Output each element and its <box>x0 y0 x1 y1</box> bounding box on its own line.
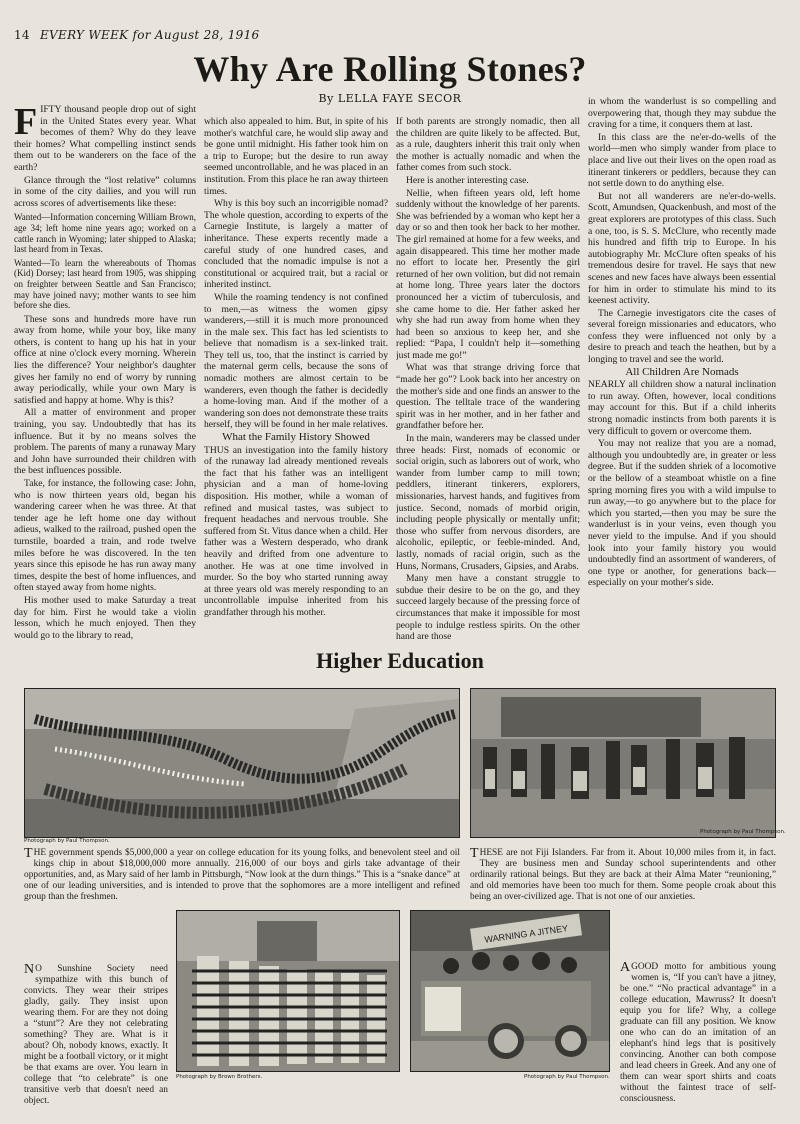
magazine-issue: EVERY WEEK for August 28, 1916 <box>40 28 260 42</box>
section-title: Higher Education <box>316 648 484 673</box>
article-column-3 <box>396 116 580 680</box>
paragraph: All a matter of environment and proper training, you say. Undoubtedly that has its influence. But it by no means solves the problem. The parents of many a runaway Mary and John have surrounded their children with the best influences possible. <box>14 407 196 477</box>
photo-reunion <box>470 688 776 838</box>
article-byline: By LELLA FAYE SECOR <box>318 92 462 105</box>
paragraph: These sons and hundreds more have run away from home, while your boy, like many others, is content to hang up his hat in your office at nine o'clock every morning. Wherein lies the difference? Your neighbor's daughter gives her family no end of worry by running away periodically, while your own Mary is satisfied and happy at home. Why is this? <box>14 313 196 406</box>
paragraph: The Carnegie investigators cite the cases of several foreign missionaries and educators, who confess they were influenced not only by a desire to preach and teach the heathen, but by a longing to travel and see the world. <box>588 307 776 366</box>
paragraph: Take, for instance, the following case: John, who is now thirteen years old, began his wandering career when he was three. At that tender age he left home one day without adieus, walked to the railroad, pushed open the turnstile, boarded a train, and rode twelve miles before he was discovered. In the ten years since this episode he has run away many times, despite the best of home influences, and often stayed away from home nights. <box>14 478 196 594</box>
caption-convict-stunt: N O Sunshine Society need sympathize with this bunch of convicts. They wear their stripes gladly, gaily. They insist upon wearing them. For are they not doing a “stunt”? Are they not celebrating something? They are. What is it about? Oh, nobody knows, exactly. It might be a football victory, or it might be that exams are over. You learn in college that “to celebrate” is one transitive verb that doesn't need an object. <box>24 962 168 1106</box>
convict-stunt-image <box>177 911 399 1071</box>
paragraph: In the main, wanderers may be classed under three heads: First, nomads of economic or social origin, such as laborers out of work, who wander from lumber camp to mill town; peddlers, itinerant tinkerers, explorers, missionaries, harvest hands, and fugitives from justice. Second, nomads of morbid origin, including people physically or mentally unfit; those who suffer from nervous disorders, are alcoholic, epileptic, or feeble-minded. And, lastly, nomads of racial origin, such as the Huns, Normans, Crusaders, Gipsies, and Arabs. <box>396 433 580 572</box>
caption-snake-dance: T HE government spends $5,000,000 a year on college education for its young folks, and benevolent steel and oil kings chip in about $18,000,000 more annually. 216,000 of our boys and girls take advantage of their opportunities, and, as Mary said of her lamb in Pittsburgh, “Now look at the durn things.” This is a “snake dance” at one of our leading universities, and is intended to prove that the sophomores are a more intelligent and refined group than the freshmen. <box>24 846 460 902</box>
photo-snake-dance <box>24 688 460 838</box>
paragraph: Many men have a constant struggle to subdue their desire to be on the go, and they succeed largely because of the pressing force of circumstances that make it impossible for most people to indulge restless spirits. On the other hand are those <box>396 573 580 643</box>
paragraph: What was that strange driving force that “made her go”? Look back into her ancestry on the mother's side and one finds an answer to the question. The telltale trace of the wandering spirit was in her mother, and in her father and grandfather before her. <box>396 362 580 432</box>
photo-credit: Photograph by Paul Thompson. <box>524 1074 610 1080</box>
photo-credit: Photograph by Paul Thompson. <box>700 829 786 835</box>
paragraph: But not all wanderers are ne'er-do-wells. Scott, Amundsen, Quackenbush, and most of the great explorers are prototypes of this class. Such a one, too, is S. S. McClure, who recently made his hundred and fifth trip to Europe. In his autobiography Mr. McClure often speaks of his tremendous desire for travel. He says that new scenes and new faces have always been essential for him in order to stimulate his mind to its keenest activity. <box>588 190 776 307</box>
paragraph: While the roaming tendency is not confined to men,—as witness the women gipsy wanderers,—still it is much more pronounced in the male sex. This fact has led scientists to believe that nomadism is a sex-linked trait. They tell us, too, that the instinct is carried by the maternal germ cells, because the sons of nomadic mothers are almost certain to be wanderers, even though the father is decidedly a home-loving man. And if the mother of a wandering son does not demonstrate these traits herself, they will be found in her male relatives. <box>204 291 388 431</box>
drop-cap: F <box>14 104 38 143</box>
photo-jitney <box>410 910 610 1072</box>
paragraph: Here is another interesting case. <box>406 174 529 186</box>
jitney-sign: WARNING A JITNEY <box>483 923 569 945</box>
paragraph: Why is this boy such an incorrigible nomad? The whole question, according to experts of the Carnegie Institute, is largely a matter of inheritance. These experts recently made a careful study of one hundred cases, and concluded that the nomadic impulse is not a constitutional or acquired trait, but a racial or inherited instinct. <box>204 198 388 291</box>
classified-ad: Wanted—Information concerning William Brown, age 34; left home nine years ago; worked on a cattle ranch in Wyoming; later shipped to Alaska; last heard from in Texas. <box>14 212 196 255</box>
paragraph: Nellie, when fifteen years old, left home suddenly without the knowledge of her parents. She was befriended by a woman who kept her a day or so and then took her back to her mother. The girl remained at home for a few weeks, and again disappeared. This time her mother made no effort to locate her. Presently the girl returned of her own volition, but did not remain at home long. Three years later the doctors pronounced her a victim of tuberculosis, and she came home to die. Her father asked her why she had run away from home when they had been so anxious to keep her, and she replied: “Papa, I couldn't help it—something just made me go!” <box>396 187 580 361</box>
paragraph: NEARLY all children show a natural inclination to run away. Often, however, local conditions may account for this. But if a child inherits strong nomadic instincts from both parents it is very difficult to govern or overcome them. <box>588 379 776 437</box>
article-column-4 <box>588 96 776 680</box>
reunion-image <box>471 689 775 837</box>
paragraph: which also appealed to him. But, in spite of his mother's watchful care, he would slip away and be gone until midnight. His father took him on a trip to Europe; but the desire to run away seemed uncontrollable, and he was placed in an institution. From this place he ran away thirteen times. <box>204 116 388 197</box>
caption-jitney: A GOOD motto for ambitious young women is, “If you can't have a jitney, be one.” “No practical advantage” in a college education, Mawruss? It doesn't equip you for life? Why, a college graduate can fill any position. We know one who can do an imitation of an elephant's hind legs that is positively convincing. Another can both compose and lead cheers in Greek. And any one of them can wear sport shirts and coats without the faintest trace of self-consciousness. <box>620 960 776 1104</box>
paragraph: If both parents are strongly nomadic, then all the children are quite likely to be affected. But, as a rule, daughters inherit this trait only when the mother is actually nomadic and when the father comes from such stock. <box>396 116 580 174</box>
caption-reunion: T HESE are not Fiji Islanders. Far from it. About 10,000 miles from it, in fact. They are business men and Sunday school superintendents and other ordinarily rational beings. But they are back at their Alma Mater “reunioning,” and old memories have been too much for them. Some people croak about this being an over-civilized age. That is not one of our anxieties. <box>470 846 776 902</box>
photo-credit: Photograph by Brown Brothers. <box>176 1074 263 1080</box>
paragraph: His mother used to make Saturday a treat day for him. First he would take a violin lesson, which he much enjoyed. Then they would go to the library to read, <box>14 594 196 641</box>
classified-ad: Wanted—To learn the whereabouts of Thomas (Kid) Dorsey; last heard from 1905, was shipping on freighter between Seattle and San Francisco; may have joined navy; mother wants to see him before she dies. <box>14 257 196 311</box>
paragraph: THUS an investigation into the family history of the runaway lad already mentioned reveals the fact that his father was an intelligent physician and a man of home-loving disposition. His mother, while a woman of refined and musical tastes, was subject to frequent headaches and nervous trouble. She suffered from St. Vitus dance when a child. Her father was a Western desperado, who drank heavily and drifted from one adventure to another. He was at one time involved in murder. So the boy who started running away at three years old was merely responding to an uncontrollable impulse inherited from his grandfather through his mother. <box>204 444 388 618</box>
article-title: Why Are Rolling Stones? <box>193 49 587 89</box>
section-subhead: All Children Are Nomads <box>625 365 739 378</box>
snake-dance-image <box>25 689 459 837</box>
article-column-1 <box>14 104 196 680</box>
paragraph: You may not realize that you are a nomad, although you undoubtedly are, in greater or less degree. But if the sudden shriek of a locomotive or the bellow of a steamboat whistle on a fine spring morning fires you with a wild impulse to run away,—to go anywhere but to the place for which you started,—then you may be sure the wanderlust is in your veins, even though you never yield to the impulse. And if you should look into your family history you would undoubtedly find an assortment of wanderers, of one type or another, for generations back—especially on your mother's side. <box>588 438 776 589</box>
photo-credit: Photograph by Paul Thompson. <box>24 838 110 844</box>
article-column-2 <box>204 116 388 680</box>
page-header <box>14 28 259 42</box>
paragraph: FIFTY thousand people drop out of sight in the United States every year. What becomes of them? Why do they leave their homes? What compelling instinct sends them out to be wanderers on the face of the earth? <box>14 104 196 173</box>
paragraph: in whom the wanderlust is so compelling and overpowering that, though they may subdue the craving for a time, it conquers them at last. <box>588 96 776 131</box>
paragraph: Glance through the “lost relative” columns in some of the city dailies, and you will run across scores of advertisements like these: <box>14 174 196 209</box>
photo-convict-stunt <box>176 910 400 1072</box>
page-number: 14 <box>14 28 30 42</box>
jitney-image <box>411 911 609 1071</box>
section-subhead: What the Family History Showed <box>222 431 370 444</box>
paragraph: In this class are the ne'er-do-wells of the world—men who simply wander from place to place and live out their lives on the open road as itinerant tinkerers or peddlers, because they can not settle down to do anything else. <box>588 131 776 190</box>
